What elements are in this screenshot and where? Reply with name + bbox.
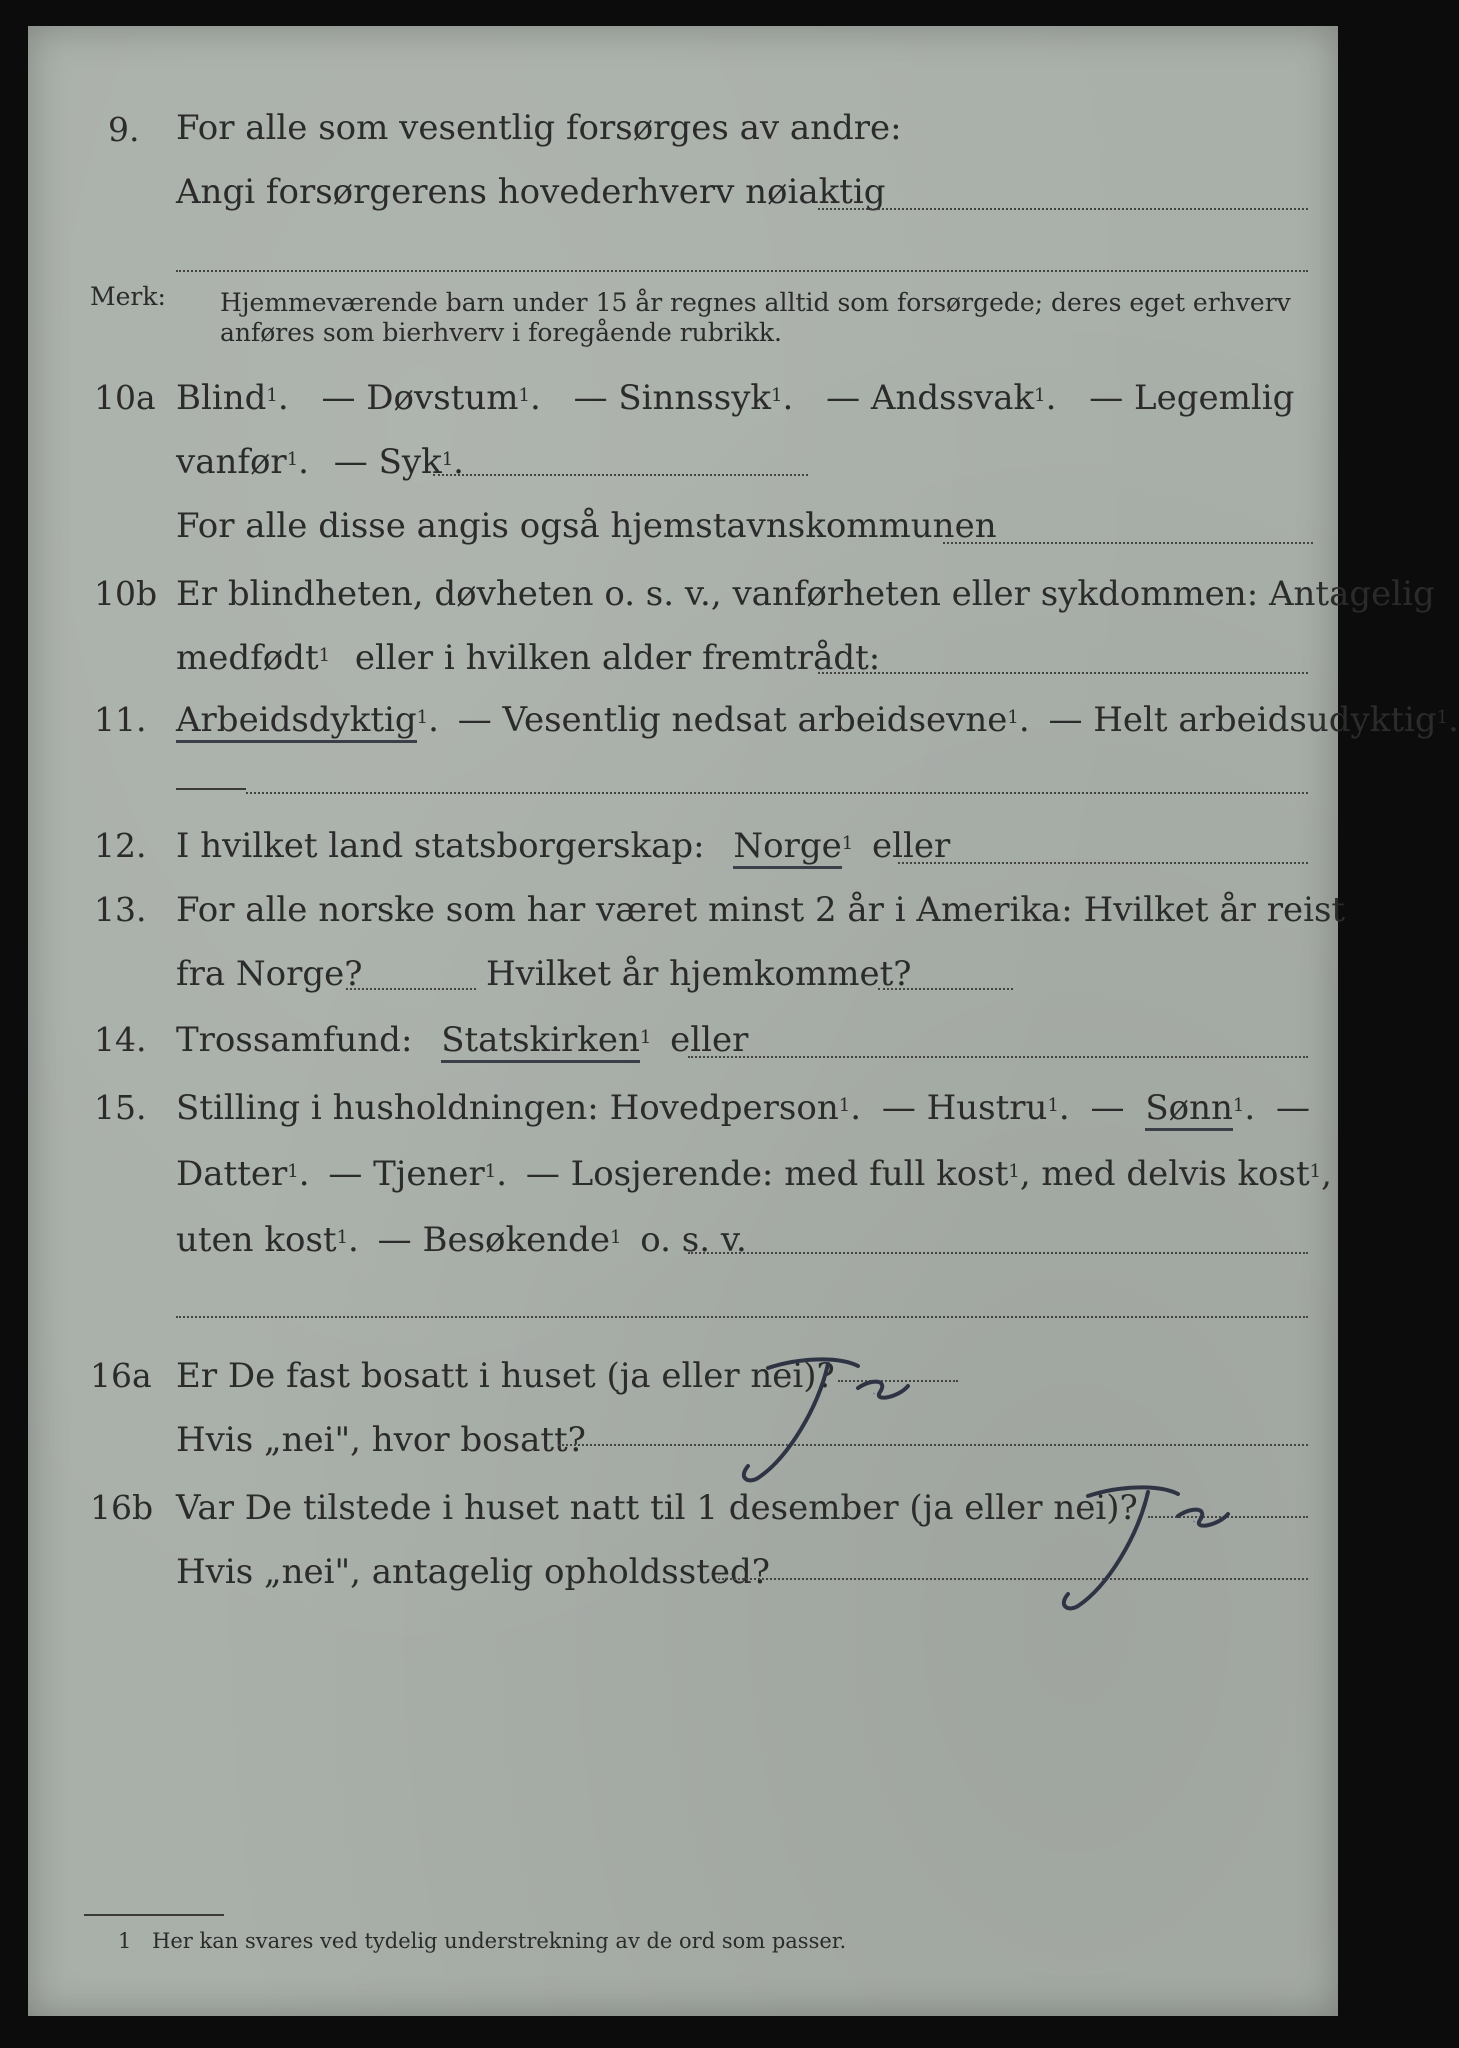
q10a-number: 10a xyxy=(94,378,156,417)
q9-line2: Angi forsørgerens hovederhverv nøiaktig xyxy=(176,172,886,212)
q15-datter: Datter xyxy=(176,1154,288,1194)
q13-line1: For alle norske som har været minst 2 år i Amerika: Hvilket år reist xyxy=(176,890,1346,930)
q16a-answer-text: Ja xyxy=(873,1393,875,1395)
q14-number: 14. xyxy=(94,1020,147,1059)
q15-uten: uten kost xyxy=(176,1220,337,1260)
q15-delvis: , med delvis kost xyxy=(1019,1154,1310,1194)
q16b-answer-text: Ja xyxy=(1193,1521,1195,1523)
q16b-handwritten-ja xyxy=(1028,1476,1268,1626)
q13-number: 13. xyxy=(94,890,147,929)
q13-reist-line[interactable] xyxy=(346,988,476,990)
q16b-line1: Var De tilstede i huset natt til 1 desember (ja eller nei)? xyxy=(176,1488,1138,1528)
merk-line1: Hjemmeværende barn under 15 år regnes alltid som forsørgede; deres eget erhverv xyxy=(220,288,1291,317)
q16a-handwritten-ja xyxy=(708,1348,948,1498)
q16a-line1: Er De fast bosatt i huset (ja eller nei)? xyxy=(176,1356,835,1396)
q14-answer-line[interactable] xyxy=(688,1056,1308,1058)
q10b-line2-rest: eller i hvilken alder fremtrådt: xyxy=(354,638,881,678)
q9-answer-line[interactable] xyxy=(818,208,1308,210)
q15-number: 15. xyxy=(94,1088,147,1127)
q13-line2b: Hvilket år hjemkommet? xyxy=(486,954,912,994)
q12-eller: eller xyxy=(872,826,951,866)
q10a-dovstum: — Døvstum xyxy=(321,378,519,418)
footnote xyxy=(118,1928,846,1954)
q16a-line2: Hvis „nei", hvor bosatt? xyxy=(176,1420,586,1460)
q15-besokende: — Besøkende xyxy=(377,1220,610,1260)
q10a-hjemstavn-line[interactable] xyxy=(943,542,1313,544)
q15-hustru: — Hustru xyxy=(881,1088,1048,1128)
q10b-number: 10b xyxy=(94,574,158,613)
q16a-number: 16a xyxy=(90,1356,152,1395)
merk-label: Merk: xyxy=(90,282,166,311)
q12-norge-underlined: Norge xyxy=(733,826,842,866)
q10a-line3: For alle disse angis også hjemstavnskommunen xyxy=(176,506,997,546)
q9-line1: For alle som vesentlig forsørges av andre: xyxy=(176,108,902,148)
q10a-line1: Blind$^1$. — Døvstum$^1$. — Sinnssyk$^1$. — Andssvak$^1$. — Legemlig xyxy=(176,378,1295,418)
q12-answer-line[interactable] xyxy=(898,862,1308,864)
q11-line: Arbeidsdyktig$^1$. — Vesentlig nedsat arbeidsevne$^1$. — Helt arbeidsudyktig$^1$. xyxy=(176,700,1459,740)
q12-text: I hvilket land statsborgerskap: xyxy=(176,826,705,866)
q14-line: Trossamfund: Statskirken$^1$ eller xyxy=(176,1020,749,1060)
q15-line2: Datter$^1$. — Tjener$^1$. — Losjerende: med full kost$^1$, med delvis kost$^1$, xyxy=(176,1154,1332,1194)
q10b-line1: Er blindheten, døvheten o. s. v., vanførheten eller sykdommen: Antagelig xyxy=(176,574,1435,614)
q11-pen-mark xyxy=(176,788,246,790)
q16b-number: 16b xyxy=(90,1488,154,1527)
footnote-mark: 1 xyxy=(118,1929,132,1953)
q11-arbeidsdyktig-underlined: Arbeidsdyktig xyxy=(176,700,417,740)
q10a-syk: — Syk xyxy=(333,442,442,482)
q15-sonn-underlined: Sønn xyxy=(1145,1088,1233,1128)
q12-number: 12. xyxy=(94,826,147,865)
footnote-rule xyxy=(84,1914,224,1916)
q9-answer-line-2[interactable] xyxy=(176,270,1308,272)
q14-statskirken-underlined: Statskirken xyxy=(441,1020,640,1060)
q11-helt: — Helt arbeidsudyktig xyxy=(1048,700,1437,740)
q15-line3: uten kost$^1$. — Besøkende$^1$ o. s. v. xyxy=(176,1220,747,1260)
q14-text: Trossamfund: xyxy=(176,1020,413,1060)
q10a-andssvak: — Andssvak xyxy=(826,378,1035,418)
census-form-page xyxy=(28,26,1459,2016)
q10a-vanfor: vanfør xyxy=(176,442,287,482)
q10b-answer-line[interactable] xyxy=(818,672,1308,674)
q15-tjener: — Tjener xyxy=(328,1154,485,1194)
q16b-line2: Hvis „nei", antagelig opholdssted? xyxy=(176,1552,770,1592)
q10a-syk-answer-line[interactable] xyxy=(433,474,808,476)
q15-answer-line[interactable] xyxy=(688,1252,1308,1254)
q13-hjemkommet-line[interactable] xyxy=(878,988,1013,990)
q11-vesentlig: — Vesentlig nedsat arbeidsevne xyxy=(457,700,1008,740)
q13-line2a: fra Norge? xyxy=(176,954,363,994)
q10b-line2: medfødt$^1$ eller i hvilken alder fremtrådt: xyxy=(176,638,881,678)
q11-number: 11. xyxy=(94,700,147,739)
footnote-text: Her kan svares ved tydelig understrekning av de ord som passer. xyxy=(152,1929,847,1953)
q12-line: I hvilket land statsborgerskap: Norge$^1$ eller xyxy=(176,826,951,866)
q10a-legemlig: — Legemlig xyxy=(1089,378,1295,418)
q10a-line2: vanfør$^1$. — Syk$^1$. xyxy=(176,442,464,482)
q14-eller: eller xyxy=(670,1020,749,1060)
q10b-medfodt: medfødt xyxy=(176,638,319,678)
q15-osv: o. s. v. xyxy=(640,1220,747,1260)
q15-line1: Stilling i husholdningen: Hovedperson$^1$. — Hustru$^1$. — Sønn$^1$. — xyxy=(176,1088,1310,1128)
q15-hovedperson: Stilling i husholdningen: Hovedperson xyxy=(176,1088,839,1128)
q10a-sinnssyk: — Sinnssyk xyxy=(573,378,772,418)
q15-losjerende: — Losjerende: med full kost xyxy=(525,1154,1009,1194)
q15-answer-line-2[interactable] xyxy=(176,1316,1308,1318)
q9-number: 9. xyxy=(108,110,140,149)
merk-line2: anføres som bierhverv i foregående rubrikk. xyxy=(220,318,782,347)
q10a-blind: Blind xyxy=(176,378,267,418)
q11-answer-line[interactable] xyxy=(246,792,1308,794)
